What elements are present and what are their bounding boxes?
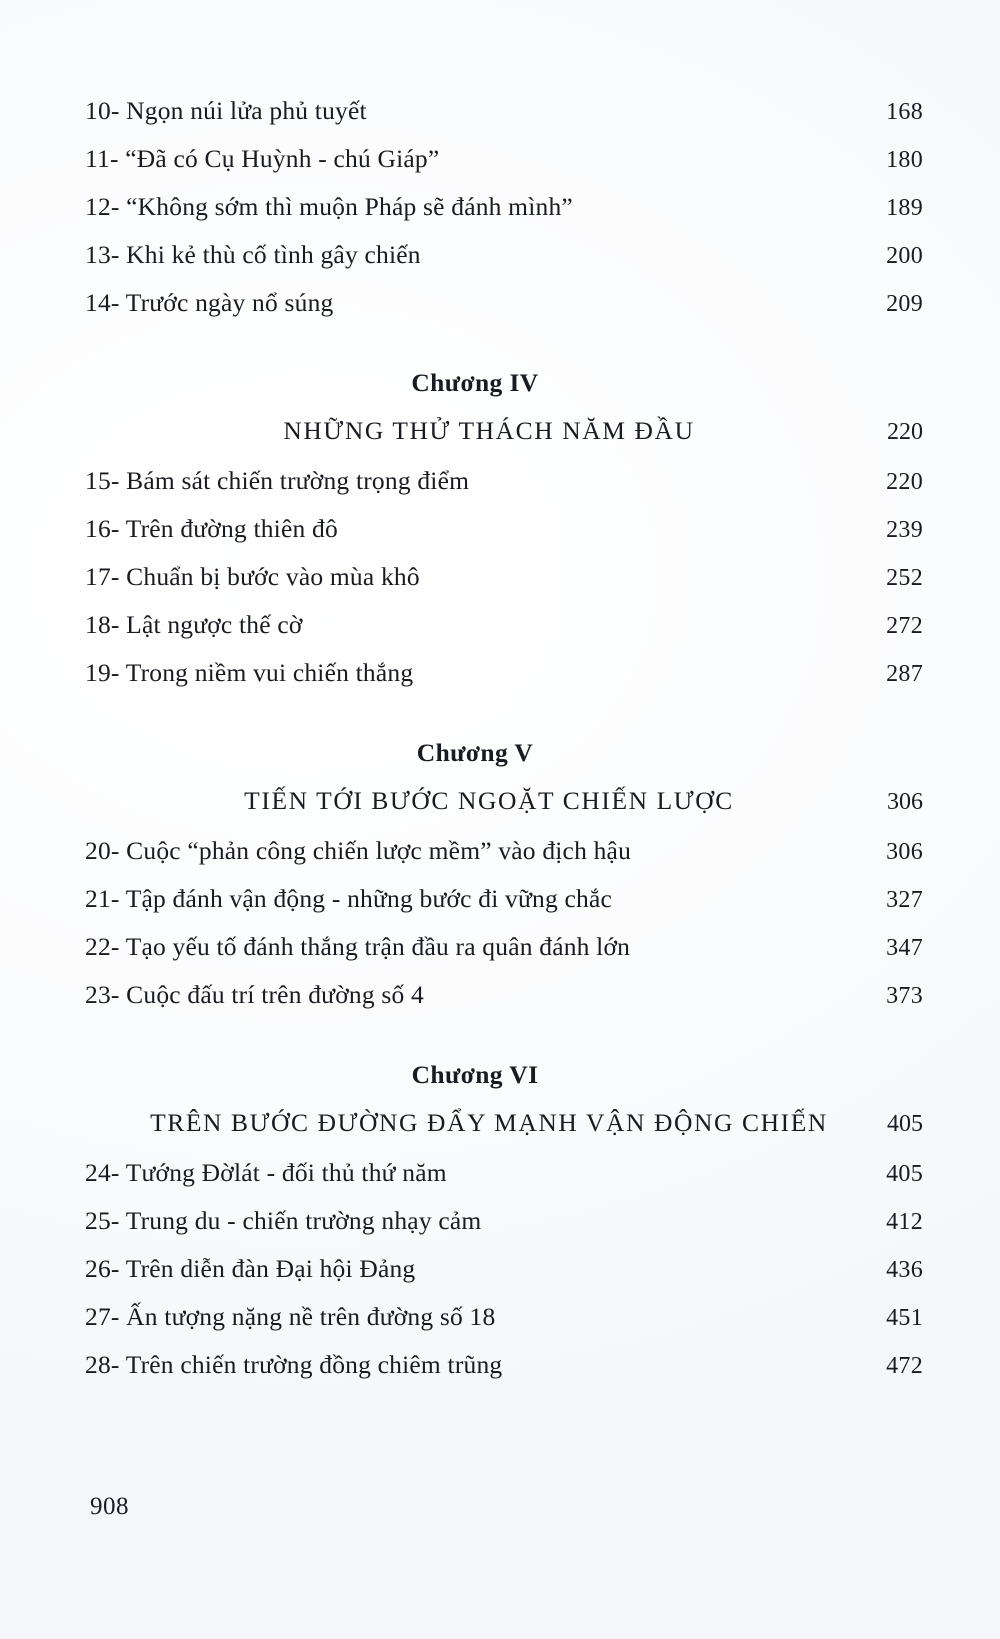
toc-entry-page: 327: [886, 887, 923, 913]
toc-entry-title: 16- Trên đường thiên đô: [85, 514, 338, 543]
toc-entry-title: 22- Tạo yếu tố đánh thắng trận đầu ra quân đánh lớn: [85, 932, 631, 961]
toc-entry-title: 13- Khi kẻ thù cố tình gây chiến: [85, 240, 421, 269]
toc-entry-page: 306: [886, 839, 923, 865]
toc-entry-title: 26- Trên diễn đàn Đại hội Đảng: [85, 1254, 416, 1283]
toc-entry[interactable]: [85, 886, 923, 934]
toc-entry[interactable]: [85, 98, 923, 146]
toc-entry-page: 220: [886, 469, 923, 495]
toc-entry-title: 17- Chuẩn bị bước vào mùa khô: [85, 562, 420, 591]
chapter-heading-block: [85, 1048, 923, 1156]
chapter-title: TRÊN BƯỚC ĐƯỜNG ĐẨY MẠNH VẬN ĐỘNG CHIẾN: [150, 1108, 828, 1137]
chapter-title-row[interactable]: [85, 1108, 923, 1156]
chapter-label: Chương IV: [411, 368, 539, 397]
toc-entry[interactable]: [85, 1304, 923, 1352]
toc-entry[interactable]: [85, 468, 923, 516]
chapter-page: 405: [887, 1111, 923, 1137]
toc-entry[interactable]: [85, 194, 923, 242]
toc-entry[interactable]: [85, 290, 923, 338]
toc-entry-page: 451: [886, 1305, 923, 1331]
toc-entry[interactable]: [85, 934, 923, 982]
chapter-title: NHỮNG THỬ THÁCH NĂM ĐẦU: [283, 416, 695, 445]
toc-entry-page: 287: [886, 661, 923, 687]
toc-entry-page: 373: [886, 983, 923, 1009]
toc-entry-page: 472: [886, 1353, 923, 1379]
toc-entry-title: 23- Cuộc đấu trí trên đường số 4: [85, 980, 424, 1009]
chapter-label: Chương VI: [411, 1060, 539, 1089]
chapter-label: Chương V: [416, 738, 534, 767]
toc-entry-title: 20- Cuộc “phản công chiến lược mềm” vào địch hậu: [85, 836, 632, 865]
toc-entry-title: 28- Trên chiến trường đồng chiêm trũng: [85, 1350, 503, 1379]
toc-entry-page: 412: [886, 1209, 923, 1235]
toc-entry[interactable]: [85, 564, 923, 612]
chapter-page: 220: [887, 419, 923, 445]
toc-entry-title: 10- Ngọn núi lửa phủ tuyết: [85, 96, 367, 125]
toc-entry[interactable]: [85, 516, 923, 564]
toc-entry-title: 25- Trung du - chiến trường nhạy cảm: [85, 1206, 482, 1235]
toc-entry-page: 168: [886, 99, 923, 125]
chapter-title: TIẾN TỚI BƯỚC NGOẶT CHIẾN LƯỢC: [244, 786, 734, 815]
toc-entry[interactable]: [85, 1208, 923, 1256]
toc-entry-page: 209: [886, 291, 923, 317]
toc-entry-title: 27- Ấn tượng nặng nề trên đường số 18: [85, 1302, 496, 1331]
toc-entry-title: 15- Bám sát chiến trường trọng điểm: [85, 466, 470, 495]
toc-entry[interactable]: [85, 1256, 923, 1304]
toc-entry[interactable]: [85, 660, 923, 708]
toc-entry-page: 347: [886, 935, 923, 961]
toc-entry-page: 405: [886, 1161, 923, 1187]
page-folio-number: 908: [90, 1493, 129, 1520]
toc-entry-title: 14- Trước ngày nổ súng: [85, 288, 334, 317]
toc-entry[interactable]: [85, 146, 923, 194]
table-of-contents: [85, 98, 923, 1400]
toc-entry-title: 11- “Đã có Cụ Huỳnh - chú Giáp”: [85, 144, 440, 173]
toc-entry[interactable]: [85, 982, 923, 1030]
toc-entry[interactable]: [85, 612, 923, 660]
toc-entry-title: 19- Trong niềm vui chiến thắng: [85, 658, 414, 687]
toc-entry-title: 18- Lật ngược thế cờ: [85, 610, 303, 639]
chapter-title-row[interactable]: [85, 416, 923, 464]
toc-entry-page: 180: [886, 147, 923, 173]
toc-entry-title: 12- “Không sớm thì muộn Pháp sẽ đánh mình”: [85, 192, 573, 221]
toc-entry-title: 24- Tướng Đờlát - đối thủ thứ năm: [85, 1158, 447, 1187]
toc-entry-page: 200: [886, 243, 923, 269]
chapter-heading-block: [85, 356, 923, 464]
toc-entry-page: 252: [886, 565, 923, 591]
toc-entry[interactable]: [85, 1160, 923, 1208]
toc-entry-page: 272: [886, 613, 923, 639]
toc-entry-title: 21- Tập đánh vận động - những bước đi vững chắc: [85, 884, 613, 913]
chapter-heading-block: [85, 726, 923, 834]
chapter-page: 306: [887, 789, 923, 815]
toc-entry-page: 436: [886, 1257, 923, 1283]
toc-entry[interactable]: [85, 1352, 923, 1400]
chapter-title-row[interactable]: [85, 786, 923, 834]
toc-entry-page: 189: [886, 195, 923, 221]
toc-entry[interactable]: [85, 242, 923, 290]
toc-entry[interactable]: [85, 838, 923, 886]
toc-entry-page: 239: [886, 517, 923, 543]
